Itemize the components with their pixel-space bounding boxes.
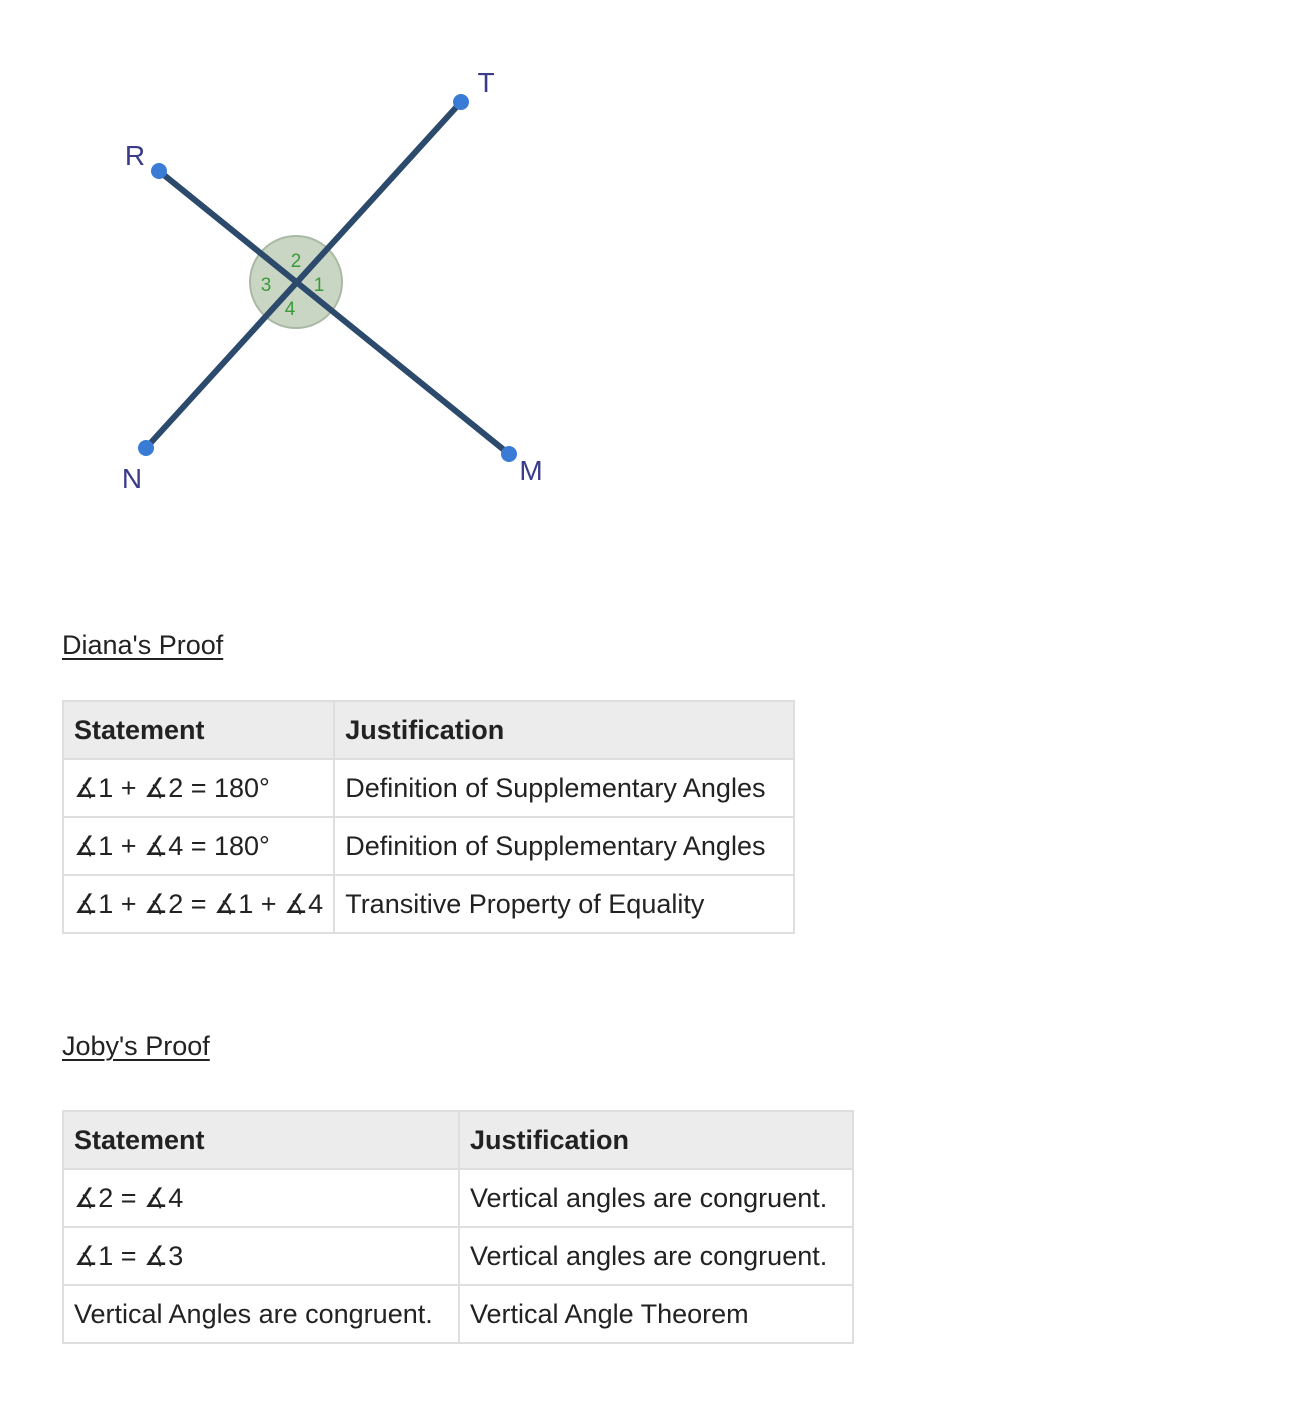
segment-rm (159, 171, 509, 454)
endpoint-n (138, 440, 154, 456)
diana-proof-title: Diana's Proof (62, 630, 224, 660)
table-row (63, 1169, 853, 1227)
justification-cell: Transitive Property of Equality (334, 875, 794, 933)
statement-header: Statement (63, 1111, 459, 1169)
point-label-r: R (124, 140, 146, 171)
joby-proof-table (62, 1110, 854, 1344)
statement-cell: ∡2 = ∡4 (63, 1169, 459, 1227)
table-header-row (63, 1111, 853, 1169)
table-row (63, 759, 794, 817)
joby-proof-title: Joby's Proof (62, 1031, 210, 1061)
table-row (63, 1285, 853, 1343)
justification-cell: Definition of Supplementary Angles (334, 759, 794, 817)
point-label-m: M (519, 455, 543, 486)
statement-cell: Vertical Angles are congruent. (63, 1285, 459, 1343)
statement-header: Statement (63, 701, 334, 759)
endpoint-t (453, 94, 469, 110)
point-label-n: N (121, 463, 143, 494)
table-row (63, 1227, 853, 1285)
justification-header: Justification (334, 701, 794, 759)
table-row (63, 817, 794, 875)
statement-cell: ∡1 + ∡2 = 180° (63, 759, 334, 817)
endpoint-r (151, 163, 167, 179)
justification-cell: Vertical angles are congruent. (459, 1169, 853, 1227)
statement-cell: ∡1 + ∡4 = 180° (63, 817, 334, 875)
statement-cell: ∡1 = ∡3 (63, 1227, 459, 1285)
justification-cell: Vertical angles are congruent. (459, 1227, 853, 1285)
intersecting-lines-diagram (0, 0, 620, 560)
angle-label-1: 1 (313, 275, 325, 296)
angle-label-2: 2 (290, 251, 302, 272)
justification-header: Justification (459, 1111, 853, 1169)
statement-cell: ∡1 + ∡2 = ∡1 + ∡4 (63, 875, 334, 933)
table-header-row (63, 701, 794, 759)
segment-nt (146, 102, 461, 448)
diana-proof-table (62, 700, 795, 934)
table-row (63, 875, 794, 933)
justification-cell: Vertical Angle Theorem (459, 1285, 853, 1343)
angle-label-3: 3 (260, 275, 272, 296)
angle-label-4: 4 (284, 299, 296, 320)
endpoint-m (501, 446, 517, 462)
point-label-t: T (477, 67, 495, 98)
justification-cell: Definition of Supplementary Angles (334, 817, 794, 875)
